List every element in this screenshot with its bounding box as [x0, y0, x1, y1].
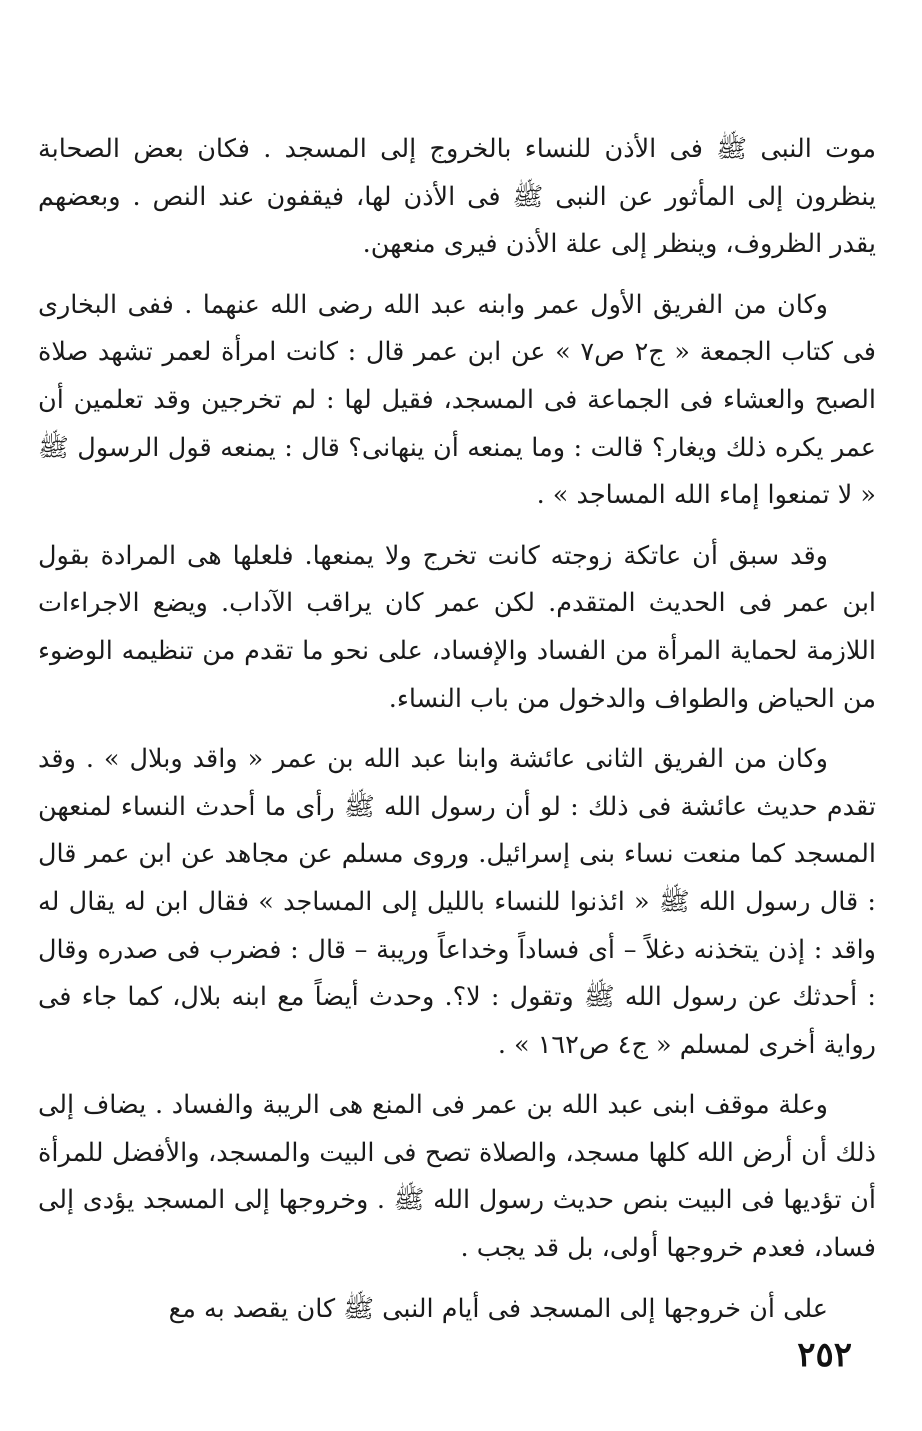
paragraph-5: وعلة موقف ابنى عبد الله بن عمر فى المنع هى الريبة والفساد . يضاف إلى ذلك أن أرض الله كلها مسجد، والصلاة تصح فى البيت والمسجد، والأفضل للمرأة أن تؤديها فى البيت بنص حديث رسول الله ﷺ . وخروجها إلى المسجد يؤدى إلى فساد، فعدم خروجها أولى، بل قد يجب . — [38, 1090, 876, 1264]
page-body — [38, 126, 876, 1346]
paragraph-2: وكان من الفريق الأول عمر وابنه عبد الله رضى الله عنهما . ففى البخارى فى كتاب الجمعة « ج٢ ص٧ » عن ابن عمر قال : كانت امرأة لعمر تشهد صلاة الصبح والعشاء فى الجماعة فى المسجد، فقيل لها : لم تخرجين وقد تعلمين أن عمر يكره ذلك ويغار؟ قالت : وما يمنعه أن ينهانى؟ قال : يمنعه قول الرسول ﷺ « لا تمنعوا إماء الله المساجد » . — [38, 289, 876, 511]
paragraph-4: وكان من الفريق الثانى عائشة وابنا عبد الله بن عمر « واقد وبلال » . وقد تقدم حديث عائشة فى ذلك : لو أن رسول الله ﷺ رأى ما أحدث النساء لمنعهن المسجد كما منعت نساء بنى إسرائيل. وروى مسلم عن مجاهد عن ابن عمر قال : قال رسول الله ﷺ « ائذنوا للنساء بالليل إلى المساجد » فقال ابن له يقال له واقد : إذن يتخذنه دغلاً – أى فساداً وخداعاً وريبة – قال : فضرب فى صدره وقال : أحدثك عن رسول الله ﷺ وتقول : لا؟. وحدث أيضاً مع ابنه بلال، كما جاء فى رواية أخرى لمسلم « ج٤ ص١٦٢ » . — [38, 744, 876, 1060]
paragraph-6: على أن خروجها إلى المسجد فى أيام النبى ﷺ كان يقصد به مع — [168, 1293, 828, 1324]
page-number: ٢٥٢ — [797, 1335, 852, 1375]
paragraph-1: موت النبى ﷺ فى الأذن للنساء بالخروج إلى المسجد . فكان بعض الصحابة ينظرون إلى المأثور عن النبى ﷺ فى الأذن لها، فيقفون عند النص . وبعضهم يقدر الظروف، وينظر إلى علة الأذن فيرى منعهن. — [38, 134, 876, 260]
paragraph-3: وقد سبق أن عاتكة زوجته كانت تخرج ولا يمنعها. فلعلها هى المرادة بقول ابن عمر فى الحديث المتقدم. لكن عمر كان يراقب الآداب. ويضع الاجراءات اللازمة لحماية المرأة من الفساد والإفساد، على نحو ما تقدم من تنظيمه الوضوء من الحياض والطواف والدخول من باب النساء. — [38, 540, 876, 714]
